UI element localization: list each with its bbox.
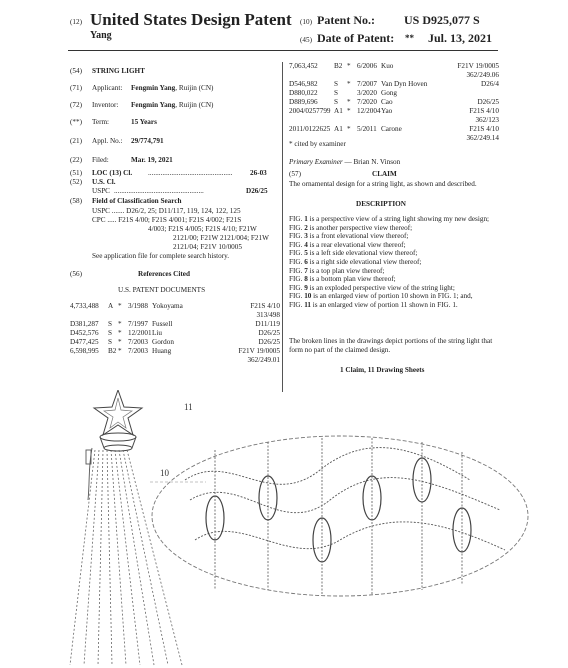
fig-description: is a rear elevational view thereof; [307,240,406,249]
description-title: DESCRIPTION [356,200,406,208]
reference-class: F21V 19/0005 [457,62,499,70]
reference-kind: S [108,338,112,346]
reference-class: D26/25 [477,98,499,106]
reference-name: Yokoyama [152,302,183,310]
field-54-code: (54) [70,67,82,75]
fig-number: 4 [304,240,308,249]
reference-class: F21S 4/10 [250,302,280,310]
description-item [289,258,494,267]
reference-extra-class: 362/249.14 [466,134,499,142]
loc-value: 26-03 [250,169,267,177]
search-line: 2121/04; F21V 10/0005 [173,243,242,251]
description-item [289,249,494,258]
reference-number: D889,696 [289,98,318,106]
reference-number: 7,063,452 [289,62,318,70]
description-item [289,232,494,241]
description-item [289,224,494,233]
reference-number: 2004/0257799 [289,107,331,115]
reference-date: 7/2020 [357,98,377,106]
reference-class: D11/119 [255,320,280,328]
date-mark: ** [405,33,414,43]
reference-date: 7/2003 [128,347,148,355]
description-item [289,284,494,293]
reference-number: 6,598,995 [70,347,99,355]
reference-number: 4,733,488 [70,302,99,310]
reference-extra-class: 362/249.06 [466,71,499,79]
description-item [289,267,494,276]
reference-date: 7/1997 [128,320,148,328]
label-11: 11 [184,402,193,412]
reference-star: * [118,338,122,346]
fig-number: 1 [304,215,308,223]
num-10: (10) [300,18,312,26]
fig-number: 5 [304,249,308,258]
examiner-label: Primary Examiner [289,158,343,166]
num-45: (45) [300,36,312,44]
field-21-label: Appl. No.: [92,137,123,145]
fig-description: is a bottom plan view thereof; [307,275,396,284]
reference-kind: B2 [334,62,343,70]
applicant-name: Fengmin Yang [131,84,176,92]
reference-date: 3/2020 [357,89,377,97]
reference-star: * [347,125,351,133]
reference-star: * [118,329,122,337]
reference-kind: S [108,320,112,328]
reference-star: * [118,320,122,328]
reference-star: * [118,347,122,355]
reference-name: Carone [381,125,402,133]
fig-description: is an enlarged view of portion 10 shown in FIG. 1; and, [311,292,473,301]
applicant-location: , Ruijin (CN) [175,84,214,92]
search-history-note: See application file for complete search history. [92,252,230,260]
fig-number: 7 [304,266,308,275]
loc-label: LOC (13) Cl. [92,169,133,177]
reference-kind: B2 [108,347,117,355]
inventor-location: , Ruijin (CN) [175,101,214,109]
field-21-code: (21) [70,137,82,145]
fig-prefix: FIG. [289,257,305,266]
field-56-code: (56) [70,270,82,278]
fig-prefix: FIG. [289,240,305,249]
uspc-dots: .................................................. [114,187,204,195]
reference-star: * [118,302,122,310]
loc-dots: ............................................... [148,169,233,177]
field-22-code: (22) [70,156,82,164]
field-51-code: (51) [70,169,82,177]
fig-description: is an exploded perspective view of the string light; [307,283,455,292]
reference-name: Van Dyn Hoven [381,80,428,88]
header-rule [68,50,498,51]
fig-prefix: FIG. [289,232,305,241]
reference-number: D381,287 [70,320,99,328]
patent-number: US D925,077 S [404,13,480,27]
term-value: 15 Years [131,118,157,126]
fig-description: is a top plan view thereof; [307,266,385,275]
fig-number: 11 [304,300,311,309]
field-52-code: (52) [70,178,82,186]
reference-name: Kuo [381,62,394,70]
reference-class: D26/4 [481,80,499,88]
reference-extra-class: 362/123 [475,116,499,124]
reference-name: Gong [381,89,397,97]
fig-prefix: FIG. [289,266,305,275]
field-71-label: Applicant: [92,84,123,92]
fig-description: is another perspective view thereof; [307,223,413,232]
fig-prefix: FIG. [289,223,305,232]
inventor-name: Fengmin Yang [131,101,176,109]
reference-kind: A [108,302,114,310]
fig-number: 10 [304,292,312,301]
fig-prefix: FIG. [289,275,305,284]
reference-extra-class: 362/249.01 [247,356,280,364]
reference-date: 7/2003 [128,338,148,346]
field-54-title: STRING LIGHT [92,67,145,75]
term-label: Term: [92,118,110,126]
field-72-label: Inventor: [92,101,119,109]
reference-class: F21V 19/0005 [238,347,280,355]
cited-note: * cited by examiner [289,140,346,148]
patent-no-label: Patent No.: [317,13,375,27]
inventor-short: Yang [90,30,112,41]
reference-number: 2011/0122625 [289,125,331,133]
reference-date: 6/2006 [357,62,377,70]
reference-class: F21S 4/10 [469,125,499,133]
search-line: 4/003; F21S 4/005; F21S 4/10; F21W [148,225,257,233]
fig-prefix: FIG. [289,283,305,292]
reference-star: * [347,80,351,88]
label-10: 10 [160,468,169,478]
field-71-code: (71) [70,84,82,92]
field-22-label: Filed: [92,156,109,164]
appl-number: 29/774,791 [131,137,164,145]
description-item [289,275,494,284]
topper-base [100,433,136,451]
claim-title: CLAIM [372,170,397,178]
reference-date: 3/1988 [128,302,148,310]
fig-description: is an enlarged view of portion 11 shown in FIG. 1. [310,300,458,309]
reference-date: 7/2007 [357,80,377,88]
search-line: 2121/00; F21W 2121/004; F21W [173,234,269,242]
reference-number: D452,576 [70,329,99,337]
field-57-code: (57) [289,170,301,178]
field-72-code: (72) [70,101,82,109]
reference-star: * [347,98,351,106]
fig-description: is a left side elevational view thereof; [307,249,418,258]
num-12: (12) [70,18,82,26]
reference-date: 5/2011 [357,125,377,133]
uspc-label: USPC [92,187,110,195]
reference-name: Yao [381,107,393,115]
uscl-label: U.S. Cl. [92,178,116,186]
fig-description: is a right side elevational view thereof; [307,257,422,266]
fig-description: is a front elevational view thereof; [307,232,409,241]
reference-extra-class: 313/498 [256,311,280,319]
date-label: Date of Patent: [317,31,395,45]
reference-number: D477,425 [70,338,99,346]
examiner-name: — Brian N. Vinson [342,158,401,166]
description-item [289,241,494,250]
claim-text: The ornamental design for a string light, as shown and described. [289,180,477,188]
field-search-label: Field of Classification Search [92,197,182,205]
reference-star: * [347,107,351,115]
reference-kind: S [334,80,338,88]
enlarged-view [152,436,528,596]
reference-kind: A1 [334,125,343,133]
uspc-value: D26/25 [246,187,268,195]
fig-number: 9 [304,283,308,292]
reference-number: D880,022 [289,89,318,97]
reference-kind: S [108,329,112,337]
reference-class: D26/25 [258,338,280,346]
fig-description: is a perspective view of a string light showing my new design; [307,215,490,223]
field-58-code: (58) [70,197,82,205]
filed-date: Mar. 19, 2021 [131,156,173,164]
description-item [289,292,494,301]
claims-count: 1 Claim, 11 Drawing Sheets [340,366,425,374]
reference-name: Liu [152,329,162,337]
fig-prefix: FIG. [289,249,305,258]
description-item [289,301,494,310]
description-item [289,215,494,224]
power-cable [86,448,92,500]
document-title: United States Design Patent [90,10,292,29]
patent-date: Jul. 13, 2021 [428,31,493,45]
fig-number: 8 [304,275,308,284]
reference-kind: S [334,89,338,97]
fig-prefix: FIG. [289,215,305,223]
fig-number: 2 [304,223,308,232]
reference-number: D546,982 [289,80,318,88]
reference-name: Gordon [152,338,174,346]
fig-prefix: FIG. [289,292,305,301]
reference-name: Cao [381,98,393,106]
reference-date: 12/2001 [128,329,152,337]
term-code: (**) [70,118,82,126]
star-topper [94,390,142,435]
reference-star: * [347,62,351,70]
reference-class: F21S 4/10 [469,107,499,115]
reference-class: D26/25 [258,329,280,337]
fig-prefix: FIG. [289,300,305,309]
reference-date: 12/2004 [357,107,381,115]
fig-number: 3 [304,232,308,241]
search-line: CPC ..... F21S 4/00; F21S 4/001; F21S 4/002; F21S [92,216,242,224]
column-divider [282,62,283,392]
description-list [289,215,494,310]
string-light-drawing [0,390,568,668]
reference-name: Huang [152,347,172,355]
us-docs-title: U.S. PATENT DOCUMENTS [118,286,206,294]
references-title: References Cited [138,270,190,278]
search-line: USPC ....... D26/2, 25; D11/117, 119, 124, 122, 125 [92,207,241,215]
reference-name: Fussell [152,320,173,328]
fig-number: 6 [304,257,308,266]
reference-kind: A1 [334,107,343,115]
broken-lines-note: The broken lines in the drawings depict portions of the string light that form no part of the claimed design. [289,337,493,354]
reference-kind: S [334,98,338,106]
